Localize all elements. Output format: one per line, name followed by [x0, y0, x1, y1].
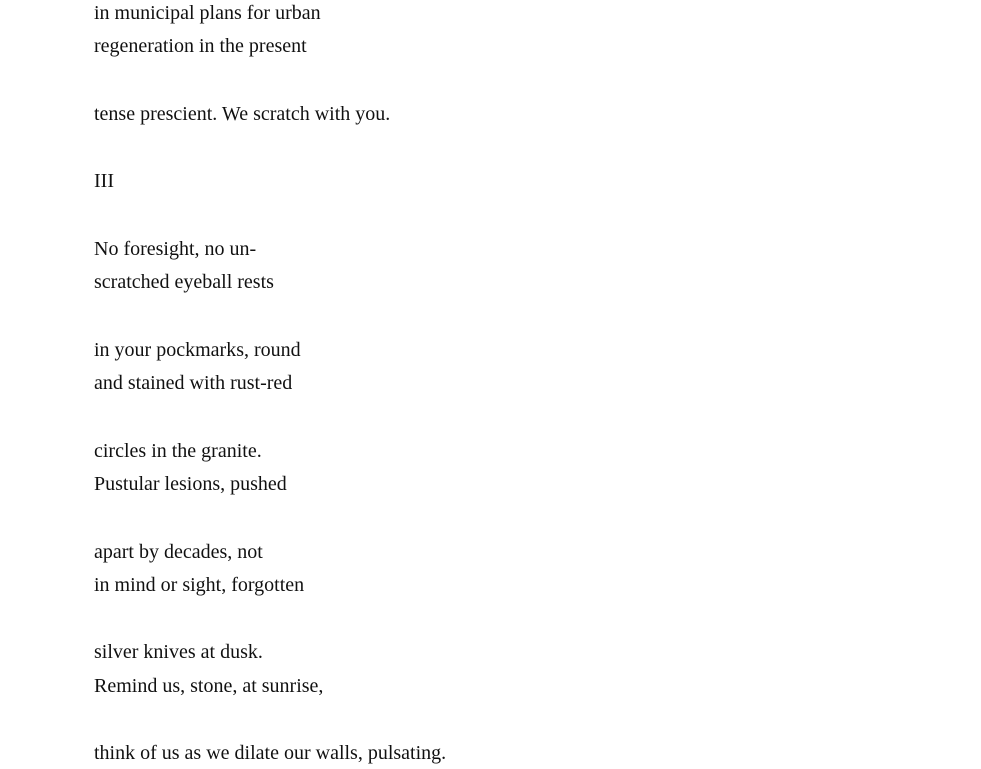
poem-line: in your pockmarks, round [94, 339, 301, 361]
poem-line: Remind us, stone, at sunrise, [94, 675, 324, 697]
poem-line: in municipal plans for urban [94, 2, 321, 24]
section-heading: III [94, 170, 114, 192]
poem-line: tense prescient. We scratch with you. [94, 103, 391, 125]
poem-line: scratched eyeball rests [94, 271, 274, 293]
poem-line: apart by decades, not [94, 541, 263, 563]
poem-line: No foresight, no un- [94, 238, 257, 260]
poem-line: Pustular lesions, pushed [94, 473, 287, 495]
poem-line: and stained with rust-red [94, 372, 293, 394]
poem-line: think of us as we dilate our walls, pulsating. [94, 742, 447, 764]
poem-line: circles in the granite. [94, 440, 262, 462]
poem-line: in mind or sight, forgotten [94, 574, 305, 596]
poem-line: regeneration in the present [94, 35, 307, 57]
poem-line: silver knives at dusk. [94, 641, 263, 663]
